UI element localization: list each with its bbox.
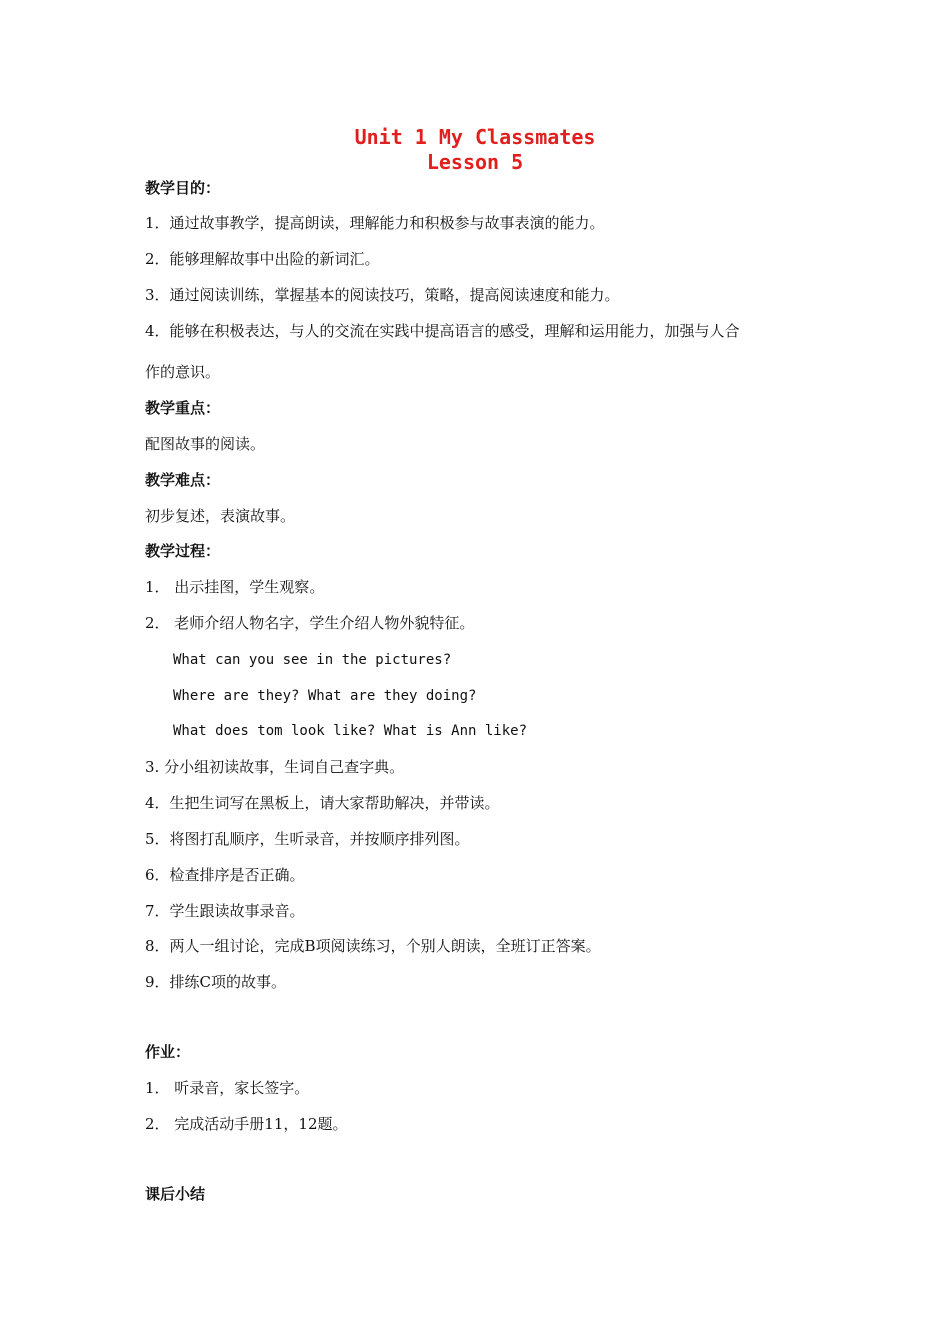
objective-item-2: 2．能够理解故事中出险的新词汇。: [145, 250, 380, 268]
difficulties-text: 初步复述，表演故事。: [145, 507, 296, 525]
objective-item-4: 4．能够在积极表达，与人的交流在实践中提高语言的感受，理解和运用能力，加强与人合: [145, 322, 740, 340]
process-question-2: Where are they? What are they doing?: [173, 688, 477, 704]
process-step-9: 9．排练C项的故事。: [145, 973, 287, 991]
process-step-6: 6．检查排序是否正确。: [145, 866, 305, 884]
objective-item-3: 3．通过阅读训练，掌握基本的阅读技巧，策略，提高阅读速度和能力。: [145, 286, 620, 304]
document-title-lesson: Lesson 5: [426, 150, 524, 174]
difficulties-heading: 教学难点：: [145, 471, 221, 489]
process-question-1: What can you see in the pictures?: [173, 652, 452, 668]
process-step-8: 8．两人一组讨论，完成B项阅读练习，个别人朗读，全班订正答案。: [145, 937, 601, 955]
objective-item-1: 1．通过故事教学，提高朗读，理解能力和积极参与故事表演的能力。: [145, 214, 605, 232]
homework-item-2: 2． 完成活动手册11，12题。: [145, 1115, 348, 1133]
process-step-3: 3. 分小组初读故事，生词自己查字典。: [145, 758, 405, 776]
objective-item-4-continued: 作的意识。: [145, 363, 221, 381]
homework-heading: 作业：: [145, 1043, 191, 1061]
summary-heading: 课后小结: [145, 1185, 206, 1203]
process-step-7: 7．学生跟读故事录音。: [145, 902, 305, 920]
process-heading: 教学过程：: [145, 542, 221, 560]
document-title-unit: Unit 1 My Classmates: [354, 125, 596, 149]
process-step-5: 5．将图打乱顺序，生听录音，并按顺序排列图。: [145, 830, 470, 848]
homework-item-1: 1． 听录音，家长签字。: [145, 1079, 310, 1097]
process-step-2: 2． 老师介绍人物名字，学生介绍人物外貌特征。: [145, 614, 475, 632]
process-step-4: 4．生把生词写在黑板上，请大家帮助解决，并带读。: [145, 794, 500, 812]
process-step-1: 1． 出示挂图，学生观察。: [145, 578, 325, 596]
key-points-heading: 教学重点：: [145, 399, 221, 417]
key-points-text: 配图故事的阅读。: [145, 435, 266, 453]
process-question-3: What does tom look like? What is Ann like?: [173, 723, 528, 739]
objectives-heading: 教学目的：: [145, 179, 221, 197]
